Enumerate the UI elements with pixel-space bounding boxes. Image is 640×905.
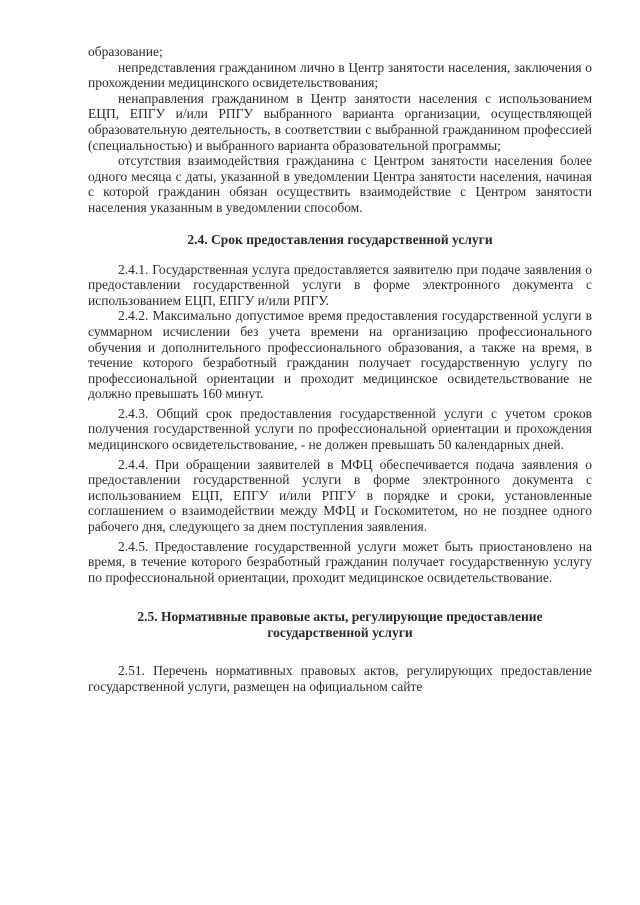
paragraph-2-4-1: 2.4.1. Государственная услуга предоставляется заявителю при подаче заявления о предоставлении государственной услуги в форме электронного документа с использованием ЕЦП, ЕПГУ и/или РПГУ. bbox=[88, 261, 592, 308]
intro-line-0: образование; bbox=[88, 44, 163, 59]
document-content bbox=[88, 44, 592, 695]
section-2-5-heading-line2: государственной услуги bbox=[267, 625, 413, 641]
section-2-5-heading-line1: 2.5. Нормативные правовые акты, регулирующие предоставление bbox=[137, 609, 543, 625]
paragraph-2-4-3: 2.4.3. Общий срок предоставления государственной услуги с учетом сроков получения государственной услуги по профессиональной ориентации и прохождения медицинского освидетельствование, - не должен превышать 50 календарных дней. bbox=[88, 405, 592, 453]
section-2-5-heading bbox=[88, 609, 592, 641]
intro-paragraph-1: непредставления гражданином лично в Центр занятости населения, заключения о прохождении медицинского освидетельствования; bbox=[88, 59, 592, 91]
paragraph-2-5-1: 2.51. Перечень нормативных правовых актов, регулирующих предоставление государственной услуги, размещен на официальном сайте bbox=[88, 663, 592, 694]
section-2-4-heading: 2.4. Срок предоставления государственной услуги bbox=[187, 231, 493, 247]
paragraph-2-4-5: 2.4.5. Предоставление государственной услуги может быть приостановлено на время, в течение которого безработный гражданин получает государственную услугу по профессиональной ориентации, проходит медицинское освидетельствование. bbox=[88, 538, 592, 585]
paragraph-2-4-2: 2.4.2. Максимально допустимое время предоставления государственной услуги в суммарном исчислении без учета времени на организацию профессионального обучения и дополнительного профессионального образования, а также на время, в течение которого безработный гражданин получает государственную услугу по профессиональной ориентации и проходит медицинское освидетельствование не должно превышать 160 минут. bbox=[88, 308, 592, 402]
paragraph-2-4-4: 2.4.4. При обращении заявителей в МФЦ обеспечивается подача заявления о предоставлении государственной услуги в форме электронного документа с использованием ЕЦП, ЕПГУ и/или РПГУ в порядке и сроки, установленные соглашением о взаимодействии между МФЦ и Госкомитетом, но не позднее одного рабочего дня, следующего за днем поступления заявления. bbox=[88, 456, 592, 535]
intro-paragraph-3: отсутствия взаимодействия гражданина с Центром занятости населения более одного месяца с даты, указанной в уведомлении Центра занятости населения, начиная с которой гражданин обязан осуществить взаимодействие с Центром занятости населения указанным в уведомлении способом. bbox=[88, 153, 592, 215]
intro-paragraph-2: ненаправления гражданином в Центр занятости населения с использованием ЕЦП, ЕПГУ и/или РПГУ выбранного варианта организации, осуществляющей образовательную деятельность, в соответствии с выбранной гражданином профессией (специальностью) и выбранного варианта образовательной программы; bbox=[88, 90, 592, 153]
